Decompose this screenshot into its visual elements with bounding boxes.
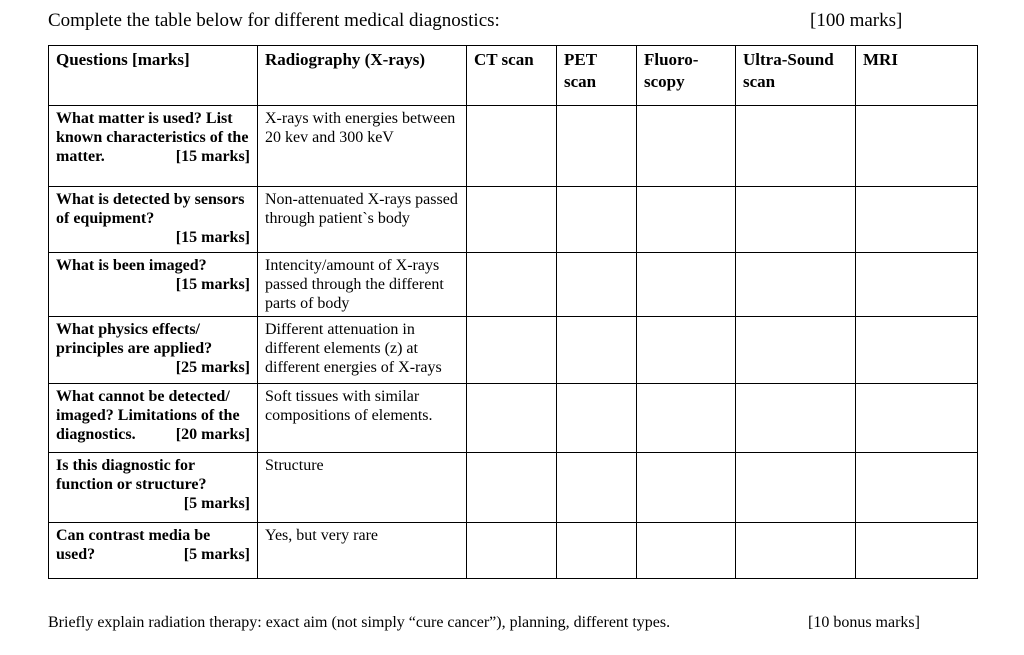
ultrasound-answer-cell[interactable] <box>736 106 856 187</box>
fluoroscopy-answer-cell[interactable] <box>637 187 736 253</box>
fluoroscopy-answer-cell[interactable] <box>637 523 736 579</box>
question-marks: [5 marks] <box>183 495 250 512</box>
ct-answer-cell[interactable] <box>467 106 557 187</box>
pet-answer-cell[interactable] <box>557 317 637 384</box>
table-row <box>49 106 978 187</box>
ct-answer-cell[interactable] <box>467 317 557 384</box>
mri-answer-cell[interactable] <box>856 253 978 317</box>
question-cell <box>49 187 258 253</box>
pet-answer-cell[interactable] <box>557 106 637 187</box>
question-marks: [15 marks] <box>175 148 250 165</box>
question-cell <box>49 523 258 579</box>
ct-answer-cell[interactable] <box>467 453 557 523</box>
fluoroscopy-answer-cell[interactable] <box>637 453 736 523</box>
col-header-pet-scan: PET scan <box>557 46 637 106</box>
pet-answer-cell[interactable] <box>557 187 637 253</box>
question-marks: [20 marks] <box>175 426 250 443</box>
pet-answer-cell[interactable] <box>557 523 637 579</box>
ultrasound-answer-cell[interactable] <box>736 187 856 253</box>
ct-answer-cell[interactable] <box>467 253 557 317</box>
question-cell <box>49 106 258 187</box>
bonus-marks: [10 bonus marks] <box>808 614 920 631</box>
instruction-text: Complete the table below for different medical diagnostics: <box>48 10 500 31</box>
ct-answer-cell[interactable] <box>467 384 557 453</box>
radiography-answer[interactable]: Soft tissues with similar compositions of elements. <box>258 384 467 453</box>
ultrasound-answer-cell[interactable] <box>736 453 856 523</box>
pet-answer-cell[interactable] <box>557 253 637 317</box>
col-header-ultrasound: Ultra-Sound scan <box>736 46 856 106</box>
radiography-answer[interactable]: Different attenuation in different elements (z) at different energies of X-rays <box>258 317 467 384</box>
fluoroscopy-answer-cell[interactable] <box>637 106 736 187</box>
question-text: What cannot be detected/ imaged? Limitations of the diagnostics. <box>56 388 240 443</box>
question-cell <box>49 317 258 384</box>
radiography-answer[interactable]: Yes, but very rare <box>258 523 467 579</box>
mri-answer-cell[interactable] <box>856 317 978 384</box>
pet-answer-cell[interactable] <box>557 453 637 523</box>
table-row <box>49 384 978 453</box>
table-row <box>49 187 978 253</box>
ultrasound-answer-cell[interactable] <box>736 317 856 384</box>
col-header-ct-scan: CT scan <box>467 46 557 106</box>
table-row <box>49 317 978 384</box>
mri-answer-cell[interactable] <box>856 453 978 523</box>
mri-answer-cell[interactable] <box>856 523 978 579</box>
question-text: What is been imaged? <box>56 257 207 274</box>
question-marks: [15 marks] <box>175 229 250 246</box>
table-row <box>49 453 978 523</box>
col-header-mri: MRI <box>856 46 978 106</box>
ct-answer-cell[interactable] <box>467 523 557 579</box>
question-text: What physics effects/ principles are applied? <box>56 321 213 357</box>
radiography-answer[interactable]: X-rays with energies between 20 kev and 300 keV <box>258 106 467 187</box>
question-text: Can contrast media be used? <box>56 527 211 563</box>
question-marks: [25 marks] <box>175 359 250 376</box>
radiography-answer[interactable]: Structure <box>258 453 467 523</box>
pet-answer-cell[interactable] <box>557 384 637 453</box>
ultrasound-answer-cell[interactable] <box>736 523 856 579</box>
question-text: What matter is used? List known characteristics of the matter. <box>56 110 249 165</box>
mri-answer-cell[interactable] <box>856 384 978 453</box>
table-row <box>49 253 978 317</box>
total-marks: [100 marks] <box>810 10 903 31</box>
question-cell <box>49 384 258 453</box>
question-marks: [15 marks] <box>175 276 250 293</box>
question-text: Is this diagnostic for function or structure? <box>56 457 207 493</box>
question-text: What is detected by sensors of equipment? <box>56 191 245 227</box>
fluoroscopy-answer-cell[interactable] <box>637 253 736 317</box>
question-cell <box>49 453 258 523</box>
col-header-questions: Questions [marks] <box>49 46 258 106</box>
question-cell <box>49 253 258 317</box>
fluoroscopy-answer-cell[interactable] <box>637 384 736 453</box>
mri-answer-cell[interactable] <box>856 187 978 253</box>
table-row <box>49 523 978 579</box>
table-header-row <box>49 46 978 106</box>
mri-answer-cell[interactable] <box>856 106 978 187</box>
radiography-answer[interactable]: Intencity/amount of X-rays passed through the different parts of body <box>258 253 467 317</box>
ct-answer-cell[interactable] <box>467 187 557 253</box>
col-header-fluoroscopy: Fluoro-scopy <box>637 46 736 106</box>
diagnostics-table <box>48 45 978 579</box>
bonus-question: Briefly explain radiation therapy: exact aim (not simply “cure cancer”), planning, different types. <box>48 614 671 631</box>
ultrasound-answer-cell[interactable] <box>736 253 856 317</box>
question-marks: [5 marks] <box>183 546 250 563</box>
col-header-radiography: Radiography (X-rays) <box>258 46 467 106</box>
fluoroscopy-answer-cell[interactable] <box>637 317 736 384</box>
ultrasound-answer-cell[interactable] <box>736 384 856 453</box>
radiography-answer[interactable]: Non-attenuated X-rays passed through patient`s body <box>258 187 467 253</box>
